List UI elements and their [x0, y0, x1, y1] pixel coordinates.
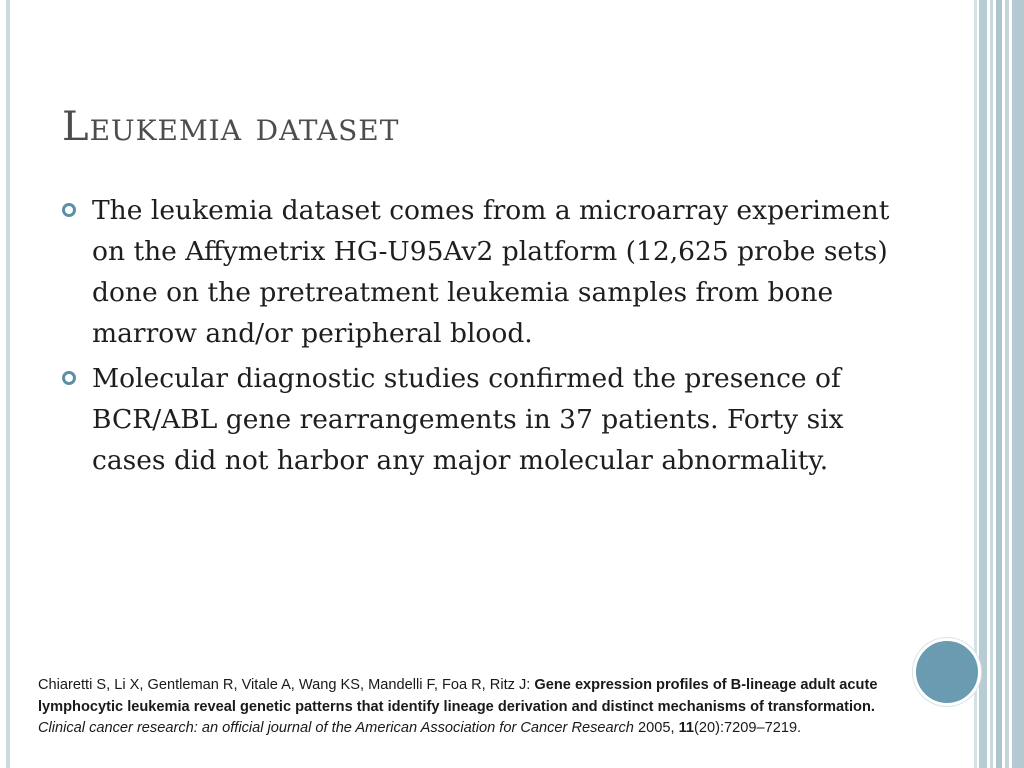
bullet-text: Molecular diagnostic studies confirmed the presence of BCR/ABL gene rearrangements in 37 patients. Forty six cases did not harbor any major molecular abnormality.	[92, 363, 844, 476]
citation-volume: 11	[678, 720, 694, 736]
stripe	[996, 0, 1002, 768]
citation-issue-pages: (20):7209–7219.	[694, 720, 802, 736]
circle-decoration	[913, 638, 981, 706]
left-border-rule	[6, 0, 10, 768]
citation-article-title: Gene expression profiles of B-lineage adult acute lymphocytic leukemia reveal genetic patterns that identify lineage derivation and distinct mechanisms of transformation.	[38, 677, 878, 715]
slide-title: Leukemia dataset	[62, 104, 400, 150]
bullet-item	[62, 358, 892, 481]
stripe	[1005, 0, 1009, 768]
stripe	[979, 0, 987, 768]
ring-bullet-icon	[62, 371, 76, 385]
stripe	[990, 0, 993, 768]
citation	[38, 675, 918, 740]
citation-journal: Clinical cancer research: an official journal of the American Association for Cancer Research	[38, 720, 634, 736]
citation-year: 2005,	[633, 720, 679, 736]
bullet-text: The leukemia dataset comes from a microarray experiment on the Affymetrix HG-U95Av2 platform (12,625 probe sets) done on the pretreatment leukemia samples from bone marrow and/or peripheral blood.	[92, 195, 890, 349]
bullet-item	[62, 190, 892, 354]
stripe	[1012, 0, 1024, 768]
citation-authors: Chiaretti S, Li X, Gentleman R, Vitale A, Wang KS, Mandelli F, Foa R, Ritz J:	[38, 677, 535, 693]
bullet-list	[62, 190, 892, 485]
ring-bullet-icon	[62, 203, 76, 217]
right-stripe-decoration	[974, 0, 1024, 768]
